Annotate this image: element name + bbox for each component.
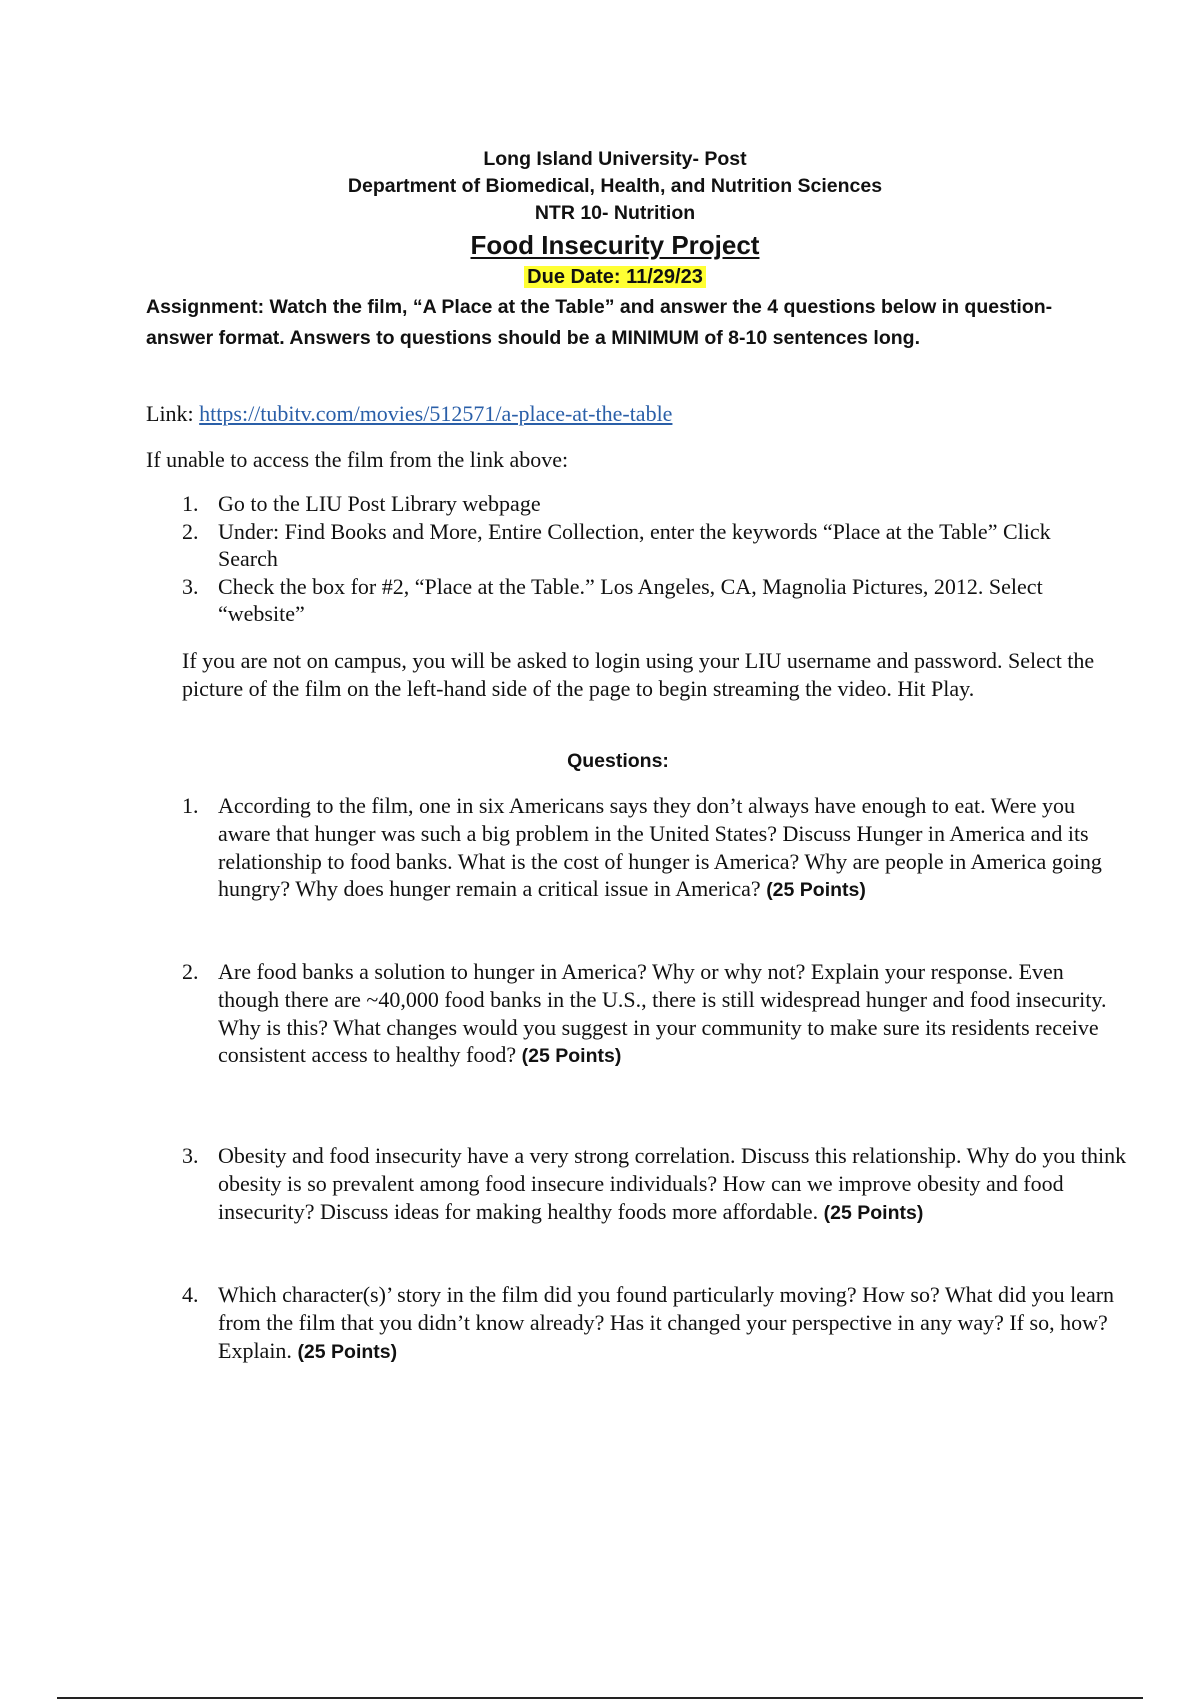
question-text: Which character(s)’ story in the film did you found particularly moving? How so? What did you learn from the film that you didn’t know already? Has it changed your perspective in any way? If so, how? Explain. [218, 1282, 1115, 1363]
question-points: (25 Points) [823, 1201, 924, 1224]
question-points: (25 Points) [297, 1340, 398, 1363]
step-number: 2. [182, 518, 199, 544]
access-step [182, 518, 1102, 573]
due-date-block [0, 264, 1200, 290]
page-bottom-divider [57, 1697, 1143, 1699]
access-steps-list [182, 490, 1102, 628]
off-campus-instructions: If you are not on campus, you will be asked to login using your LIU username and password. Select the picture of the film on the left-hand side of the page to begin streaming the video. Hit Play. [182, 648, 1095, 701]
film-link[interactable]: https://tubitv.com/movies/512571/a-place-at-the-table [199, 401, 673, 426]
question-item [182, 792, 1130, 905]
project-title-block [0, 230, 1200, 260]
link-label: Link: [146, 401, 194, 426]
question-text: Are food banks a solution to hunger in America? Why or why not? Explain your response. Even though there are ~40,000 food banks in the U.S., there is still widespread hunger and food insecurity. Why is this? What changes would you suggest in your community to make sure its residents receive consistent access to healthy food? [218, 959, 1107, 1068]
assignment-instructions: Assignment: Watch the film, “A Place at the Table” and answer the 4 questions below in question-answer format. Answers to questions should be a MINIMUM of 8-10 sentences long. [146, 296, 1053, 349]
questions-heading: Questions: [567, 750, 669, 772]
course-name: NTR 10- Nutrition [534, 202, 696, 224]
question-text: According to the film, one in six Americans says they don’t always have enough to eat. Were you aware that hunger was such a big problem in the United States? Discuss Hunger in America and its relationship to food banks. What is the cost of hunger is America? Why are people in America going hungry? Why does hunger remain a critical issue in America? [218, 793, 1102, 902]
question-text: Obesity and food insecurity have a very strong correlation. Discuss this relationship. Why do you think obesity is so prevalent among food insecure individuals? How can we improve obesity and food insecurity? Discuss ideas for making healthy foods more affordable. [218, 1143, 1127, 1224]
due-date: Due Date: 11/29/23 [524, 266, 706, 288]
question-number: 4. [182, 1282, 199, 1307]
step-number: 1. [182, 491, 199, 516]
step-number: 3. [182, 573, 199, 599]
question-number: 1. [182, 793, 199, 818]
film-link-line [146, 400, 672, 428]
question-item [182, 958, 1130, 1071]
department-name: Department of Biomedical, Health, and Nutrition Sciences [347, 175, 883, 197]
access-step [182, 573, 1102, 628]
question-points: (25 Points) [521, 1045, 622, 1068]
question-number: 3. [182, 1143, 199, 1168]
question-points: (25 Points) [766, 879, 866, 902]
step-text: Check the box for #2, “Place at the Table.” Los Angeles, CA, Magnolia Pictures, 2012. Select “website” [218, 573, 1043, 626]
university-name: Long Island University- Post [483, 148, 747, 170]
question-item [182, 1281, 1130, 1366]
question-item [182, 1142, 1130, 1227]
access-step [182, 490, 1102, 518]
question-number: 2. [182, 959, 199, 984]
step-text: Go to the LIU Post Library webpage [218, 491, 541, 516]
alternate-access-intro: If unable to access the film from the link above: [146, 447, 569, 472]
project-title: Food Insecurity Project [470, 230, 760, 260]
step-text: Under: Find Books and More, Entire Collection, enter the keywords “Place at the Table” Click Search [218, 518, 1051, 571]
document-header [0, 146, 1200, 227]
